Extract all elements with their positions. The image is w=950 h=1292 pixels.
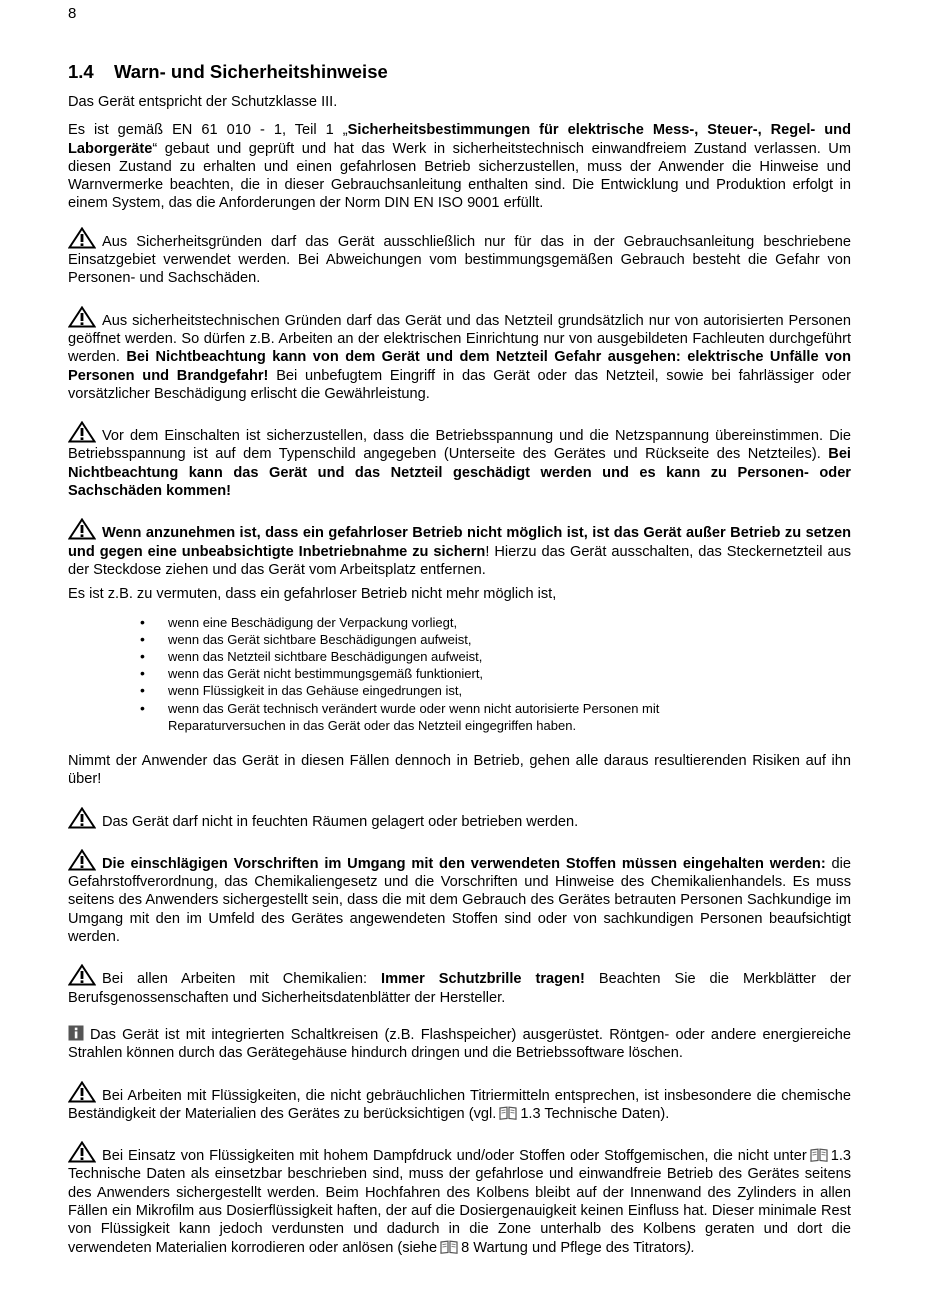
book-reference-icon bbox=[440, 1240, 458, 1254]
warning-icon bbox=[68, 964, 96, 986]
bold-text: Sicherheitsbestimmungen für elektrische Mess-, Steuer-, Regel- und Laborgeräte bbox=[68, 122, 851, 157]
document-body bbox=[68, 93, 851, 1275]
text-span: Beachten Sie die Merkblätter der Berufsgenossenschaften und Sicherheitsdatenblätter der Hersteller. bbox=[68, 971, 851, 1006]
warning-icon bbox=[68, 849, 96, 871]
text-span: “ gebaut und geprüft und hat das Werk in sicherheitstechnisch einwandfreiem Zustand verlassen. Um diesen Zustand zu erhalten und einen gefahrlosen Betrieb sicherzustellen, muss der Anwender die Hinweise und Warnvermerke beachten, die in dieser Gebrauchsanleitung enthalten sind. Die Entwicklung und Produktion erfolgt in einem System, das die Anforderungen der Norm DIN EN ISO 9001 erfüllt. bbox=[68, 140, 851, 212]
bold-text: Die einschlägigen Vorschriften im Umgang mit den verwendeten Stoffen müssen eingehalten werden: bbox=[102, 855, 826, 872]
text-span: 1.3 Technische Daten). bbox=[520, 1105, 670, 1122]
section-number: 1.4 bbox=[68, 61, 94, 82]
text-span: 8 Wartung und Pflege des Titrators bbox=[461, 1239, 687, 1256]
book-reference-icon bbox=[499, 1106, 517, 1120]
text-span: Aus sicherheitstechnischen Gründen darf das Gerät und das Netzteil grundsätzlich nur von autorisierten Personen geöffnet werden. So dürfen z.B. Arbeiten an der elektrischen Einrichtung nur von ausgebildeten Fachleuten durchgeführt werden. bbox=[68, 312, 851, 366]
text-span: Bei Einsatz von Flüssigkeiten mit hohem Dampfdruck und/oder Stoffen oder Stoffgemischen, die nicht unter bbox=[102, 1148, 807, 1165]
text-span: Es ist gemäß EN 61 010 - 1, Teil 1 „ bbox=[68, 122, 348, 139]
warning-voltage bbox=[68, 421, 851, 500]
list-item: • wenn das Netzteil sichtbare Beschädigungen aufweist, bbox=[168, 648, 728, 665]
warning-icon bbox=[68, 1141, 96, 1163]
warning-unsafe-operation bbox=[68, 518, 851, 579]
text-span: Das Gerät ist mit integrierten Schaltkreisen (z.B. Flashspeicher) ausgerüstet. Röntgen- oder andere energiereiche Strahlen können durch das Gerätegehäuse hindurch dringen und die Betriebssoftware löschen. bbox=[68, 1026, 851, 1062]
book-reference-icon bbox=[810, 1148, 828, 1162]
list-item: • wenn das Gerät sichtbare Beschädigungen aufweist, bbox=[168, 631, 728, 648]
paragraph-risk-transfer: Nimmt der Anwender das Gerät in diesen Fällen dennoch in Betrieb, gehen alle daraus resultierenden Risiken auf ihn über! bbox=[68, 752, 851, 788]
list-item: • wenn eine Beschädigung der Verpackung vorliegt, bbox=[168, 614, 728, 631]
warning-icon bbox=[68, 306, 96, 328]
text-span: Vor dem Einschalten ist sicherzustellen, dass die Betriebsspannung und die Netzspannung übereinstimmen. Die Betriebsspannung ist auf dem Typenschild angegeben (Unterseite des Gerätes und Rückseite des Netzteiles). bbox=[68, 428, 851, 463]
text-span: Bei unbefugtem Eingriff in das Gerät oder das Netzteil, sowie bei fahrlässiger oder vorsätzlicher Beschädigung erlischt die Gewährleistung. bbox=[68, 367, 852, 402]
bold-text: Wenn anzunehmen ist, dass ein gefahrloser Betrieb nicht möglich ist, ist das Gerät außer Betrieb zu setzen und gegen eine unbeabsichtigte Inbetriebnahme zu sichern bbox=[68, 525, 851, 560]
text-span: ! Hierzu das Gerät ausschalten, das Steckernetzteil aus der Steckdose ziehen und das Gerät vom Arbeitsplatz entfernen. bbox=[68, 543, 851, 578]
warning-icon bbox=[68, 1081, 96, 1103]
warning-safety-goggles bbox=[68, 964, 851, 1007]
warning-icon bbox=[68, 421, 96, 443]
condition-list bbox=[68, 614, 728, 734]
text-span: Aus Sicherheitsgründen darf das Gerät ausschließlich nur für das in der Gebrauchsanleitung beschriebene Einsatzgebiet verwendet werden. Bei Abweichungen vom bestimmungsgemäßen Gebrauch besteht die Gefahr von Personen- und Sachschäden. bbox=[68, 233, 851, 287]
list-intro: Es ist z.B. zu vermuten, dass ein gefahrloser Betrieb nicht mehr möglich ist, bbox=[68, 586, 557, 603]
text-span: 1.3 Technische Daten als einsetzbar beschrieben sind, muss der gefahrlose und einwandfreie Betrieb des Gerätes seitens des Anwenders sichergestellt werden. Beim Hochfahren des Kolbens bleibt auf der Innenwand des Zylinders in allen Fällen ein Mikrofilm aus Dosierflüssigkeit haften, der auf die Dosiergenauigkeit keinen Einfluss hat. Dieser minimale Rest von Flüssigkeit kann jedoch verdunsten und dadurch in die Zone unterhalb des Kolbens geraten und dort die verwendeten Materialien korrodieren oder anlösen (siehe bbox=[68, 1148, 851, 1256]
warning-humid-rooms bbox=[68, 807, 851, 831]
info-radiation bbox=[68, 1025, 851, 1063]
text-span: Bei Arbeiten mit Flüssigkeiten, die nicht gebräuchlichen Titriermitteln entsprechen, ist insbesondere die chemische Beständigkeit der Materialien des Gerätes zu berücksichtigen (vgl. bbox=[68, 1087, 851, 1122]
warning-icon bbox=[68, 227, 96, 249]
list-item: • wenn das Gerät technisch verändert wurde oder wenn nicht autorisierte Personen mit Reparaturversuchen in das Gerät oder das Netzteil eingegriffen haben. bbox=[168, 700, 728, 734]
warning-intended-use bbox=[68, 227, 851, 288]
warning-vapor-pressure bbox=[68, 1141, 851, 1257]
bold-text: Bei Nichtbeachtung kann von dem Gerät und dem Netzteil Gefahr ausgehen: elektrische Unfälle von Personen und Brandgefahr! bbox=[68, 349, 851, 384]
text-span: die Gefahrstoffverordnung, das Chemikaliengesetz und die Vorschriften und Hinweise des Chemikalienhandels. Es muss seitens des Anwenders sichergestellt sein, dass die mit dem Gebrauch des Gerätes betrauten Personen Sachkundige im Umgang mit den im Umfeld des Gerätes angewendeten Stoffen sind oder von sachkundigen Personen beaufsichtigt werden. bbox=[68, 855, 852, 946]
section-heading bbox=[68, 61, 388, 83]
warning-icon bbox=[68, 518, 96, 540]
text-span: Bei allen Arbeiten mit Chemikalien: bbox=[102, 971, 382, 988]
text-span: Das Gerät darf nicht in feuchten Räumen gelagert oder betrieben werden. bbox=[102, 813, 579, 830]
paragraph-standard bbox=[68, 121, 851, 212]
list-item: • wenn das Gerät nicht bestimmungsgemäß funktioniert, bbox=[168, 665, 728, 682]
warning-opening-device bbox=[68, 306, 851, 403]
warning-regulations bbox=[68, 849, 851, 946]
list-item: • wenn Flüssigkeit in das Gehäuse eingedrungen ist, bbox=[168, 682, 728, 699]
bold-text: Immer Schutzbrille tragen! bbox=[381, 971, 585, 988]
bold-text: Bei Nichtbeachtung kann das Gerät und das Netzteil geschädigt werden und es kann zu Personen- oder Sachschäden kommen! bbox=[68, 446, 851, 500]
info-icon bbox=[68, 1025, 84, 1041]
section-title: Warn- und Sicherheitshinweise bbox=[114, 61, 388, 82]
warning-liquids bbox=[68, 1081, 851, 1124]
warning-icon bbox=[68, 807, 96, 829]
page-number: 8 bbox=[68, 5, 77, 22]
paragraph-protection-class: Das Gerät entspricht der Schutzklasse III. bbox=[68, 94, 338, 110]
text-span: ). bbox=[686, 1239, 696, 1256]
